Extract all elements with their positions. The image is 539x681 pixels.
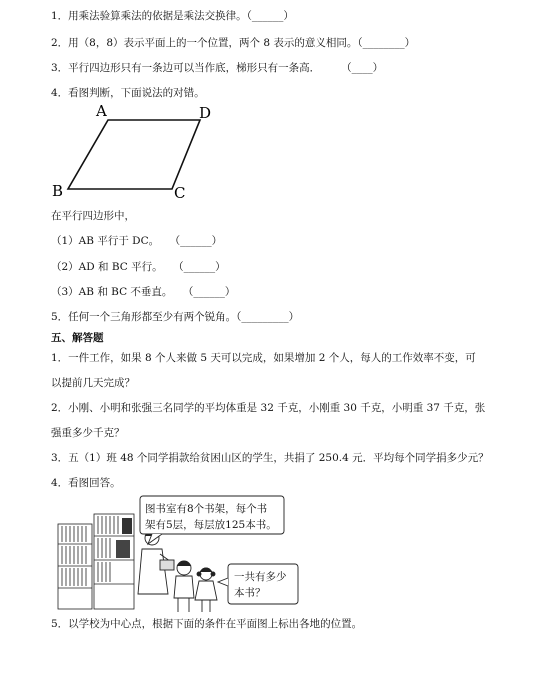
q4-intro: 在平行四边形中， <box>51 210 135 222</box>
problem-5: 5．以学校为中心点，根据下面的条件在平面图上标出各地的位置。 <box>51 618 363 630</box>
parallelogram-figure <box>48 100 248 200</box>
problem-2-line1: 2．小刚、小明和张强三名同学的平均体重是 32 千克，小刚重 30 千克，小明重 37 千克，张 <box>51 402 486 414</box>
q4-item-2: （2）AD 和 BC 平行。 （______） <box>51 261 226 273</box>
book-stack <box>122 518 132 534</box>
book-stack <box>116 540 130 558</box>
bubble-student-line1: 一共有多少 <box>234 571 287 583</box>
judgment-q5: 5．任何一个三角形都至少有两个锐角。（_________） <box>51 311 300 323</box>
problem-1-line1: 1．一件工作，如果 8 个人来做 5 天可以完成，如果增加 2 个人，每人的工作效率不变，可 <box>51 352 476 364</box>
problem-2-line2: 强重多少千克？ <box>51 427 125 439</box>
problem-1-line2: 以提前几天完成？ <box>51 377 135 389</box>
problem-4: 4．看图回答。 <box>51 477 121 489</box>
judgment-q1: 1．用乘法验算乘法的依据是乘法交换律。（______） <box>51 10 294 22</box>
judgment-q2: 2．用（8，8）表示平面上的一个位置，两个 8 表示的意义相同。（________） <box>51 37 416 49</box>
q4-item-3: （3）AB 和 BC 不垂直。 （______） <box>51 286 236 298</box>
bubble-tail <box>218 578 228 586</box>
problem-3: 3．五（1）班 48 个同学捐款给贫困山区的学生，共捐了 250.4 元．平均每个同学捐多少元？ <box>51 452 489 464</box>
bubble-student-line2: 本书？ <box>234 587 266 599</box>
vertex-d-label: D <box>199 104 212 122</box>
bubble-teacher-line1: 图书室有8个书架，每个书 <box>145 503 268 515</box>
girl-figure <box>195 568 217 612</box>
bubble-teacher-line2: 架有5层，每层放125本书。 <box>145 519 277 531</box>
q4-item-1: （1）AB 平行于 DC。 （______） <box>51 235 223 247</box>
vertex-c-label: C <box>174 184 186 200</box>
section-title: 五、解答题 <box>51 332 104 344</box>
parallelogram-shape <box>68 120 200 189</box>
vertex-b-label: B <box>52 182 64 200</box>
teacher-figure <box>138 531 174 594</box>
boy-figure <box>174 561 194 612</box>
judgment-q4: 4．看图判断，下面说法的对错。 <box>51 87 205 99</box>
library-illustration <box>56 494 318 614</box>
judgment-q3: 3．平行四边形只有一条边可以当作底，梯形只有一条高． （____） <box>51 62 384 74</box>
vertex-a-label: A <box>96 102 107 120</box>
